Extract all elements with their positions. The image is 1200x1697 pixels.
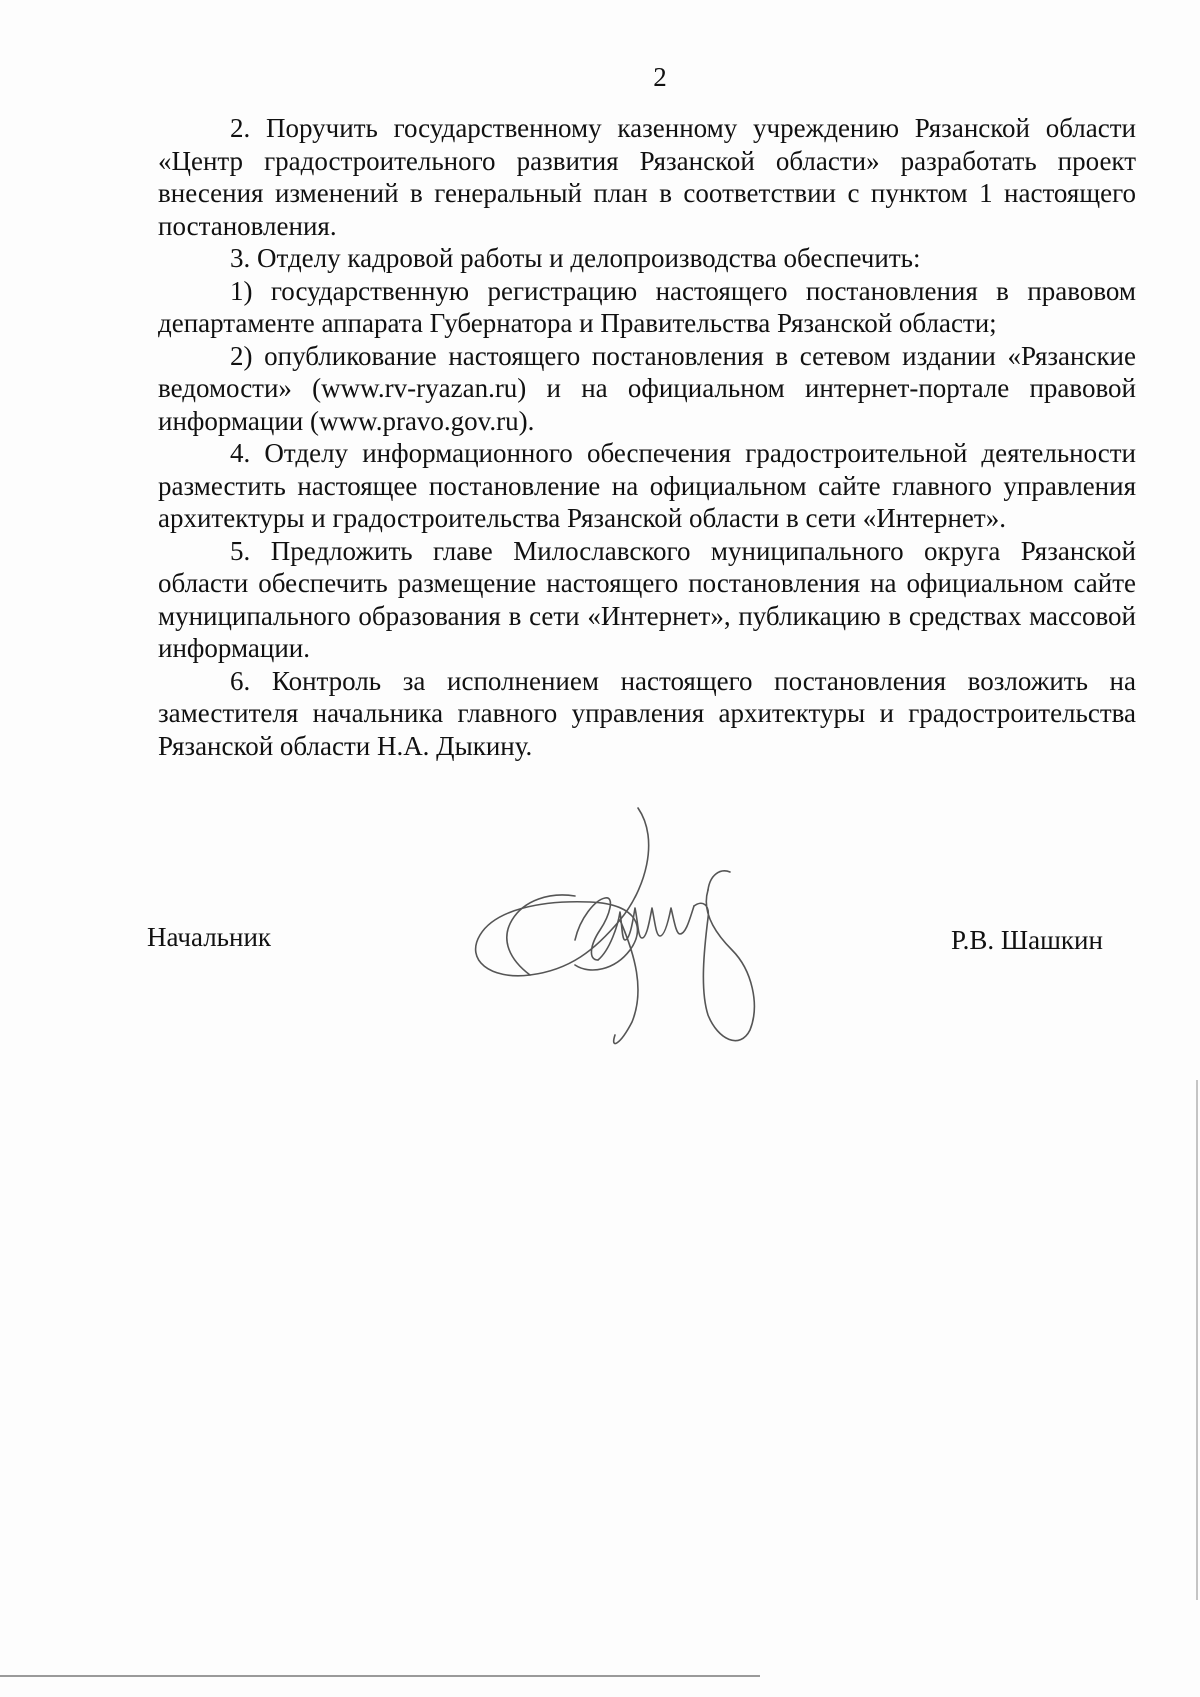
paragraph-item-4: 4. Отделу информационного обеспечения градостроительной деятельности разместить настоящее постановление на официальном сайте главного управления архитектуры и градостроительства Рязанской области в сети «Интернет».: [158, 438, 1136, 533]
paragraph-item-3: 3. Отделу кадровой работы и делопроизводства обеспечить:: [230, 243, 921, 273]
signatory-name: Р.В. Шашкин: [951, 925, 1103, 955]
paragraph-subitem-1: 1) государственную регистрацию настоящего постановления в правовом департаменте аппарата Губернатора и Правительства Рязанской области;: [158, 275, 1136, 338]
signatory-position: Начальник: [147, 922, 272, 952]
paragraph-subitem-2: 2) опубликование настоящего постановления в сетевом издании «Рязанские ведомости» (www.rv-ryazan.ru) и на официальном интернет-портале правовой информации (www.pravo.gov.ru).: [158, 340, 1136, 436]
paragraph-item-6: 6. Контроль за исполнением настоящего постановления возложить на заместителя начальника главного управления архитектуры и градостроительства Рязанской области Н.А. Дыкину.: [158, 665, 1136, 761]
paragraph-item-2: 2. Поручить государственному казенному учреждению Рязанской области «Центр градостроительного развития Рязанской области» разработать проект внесения изменений в генеральный план в соответствии с пунктом 1 настоящего постановления.: [158, 113, 1136, 241]
document-body: [158, 112, 1136, 762]
scan-bottom-artifact: [0, 1675, 760, 1677]
handwritten-signature: [470, 800, 850, 1100]
scan-edge-artifact: [1196, 1080, 1198, 1600]
paragraph-item-5: 5. Предложить главе Милославского муниципального округа Рязанской области обеспечить размещение настоящего постановления на официальном сайте муниципального образования в сети «Интернет», публикацию в средствах массовой информации.: [158, 535, 1136, 663]
page-number: 2: [653, 62, 667, 92]
